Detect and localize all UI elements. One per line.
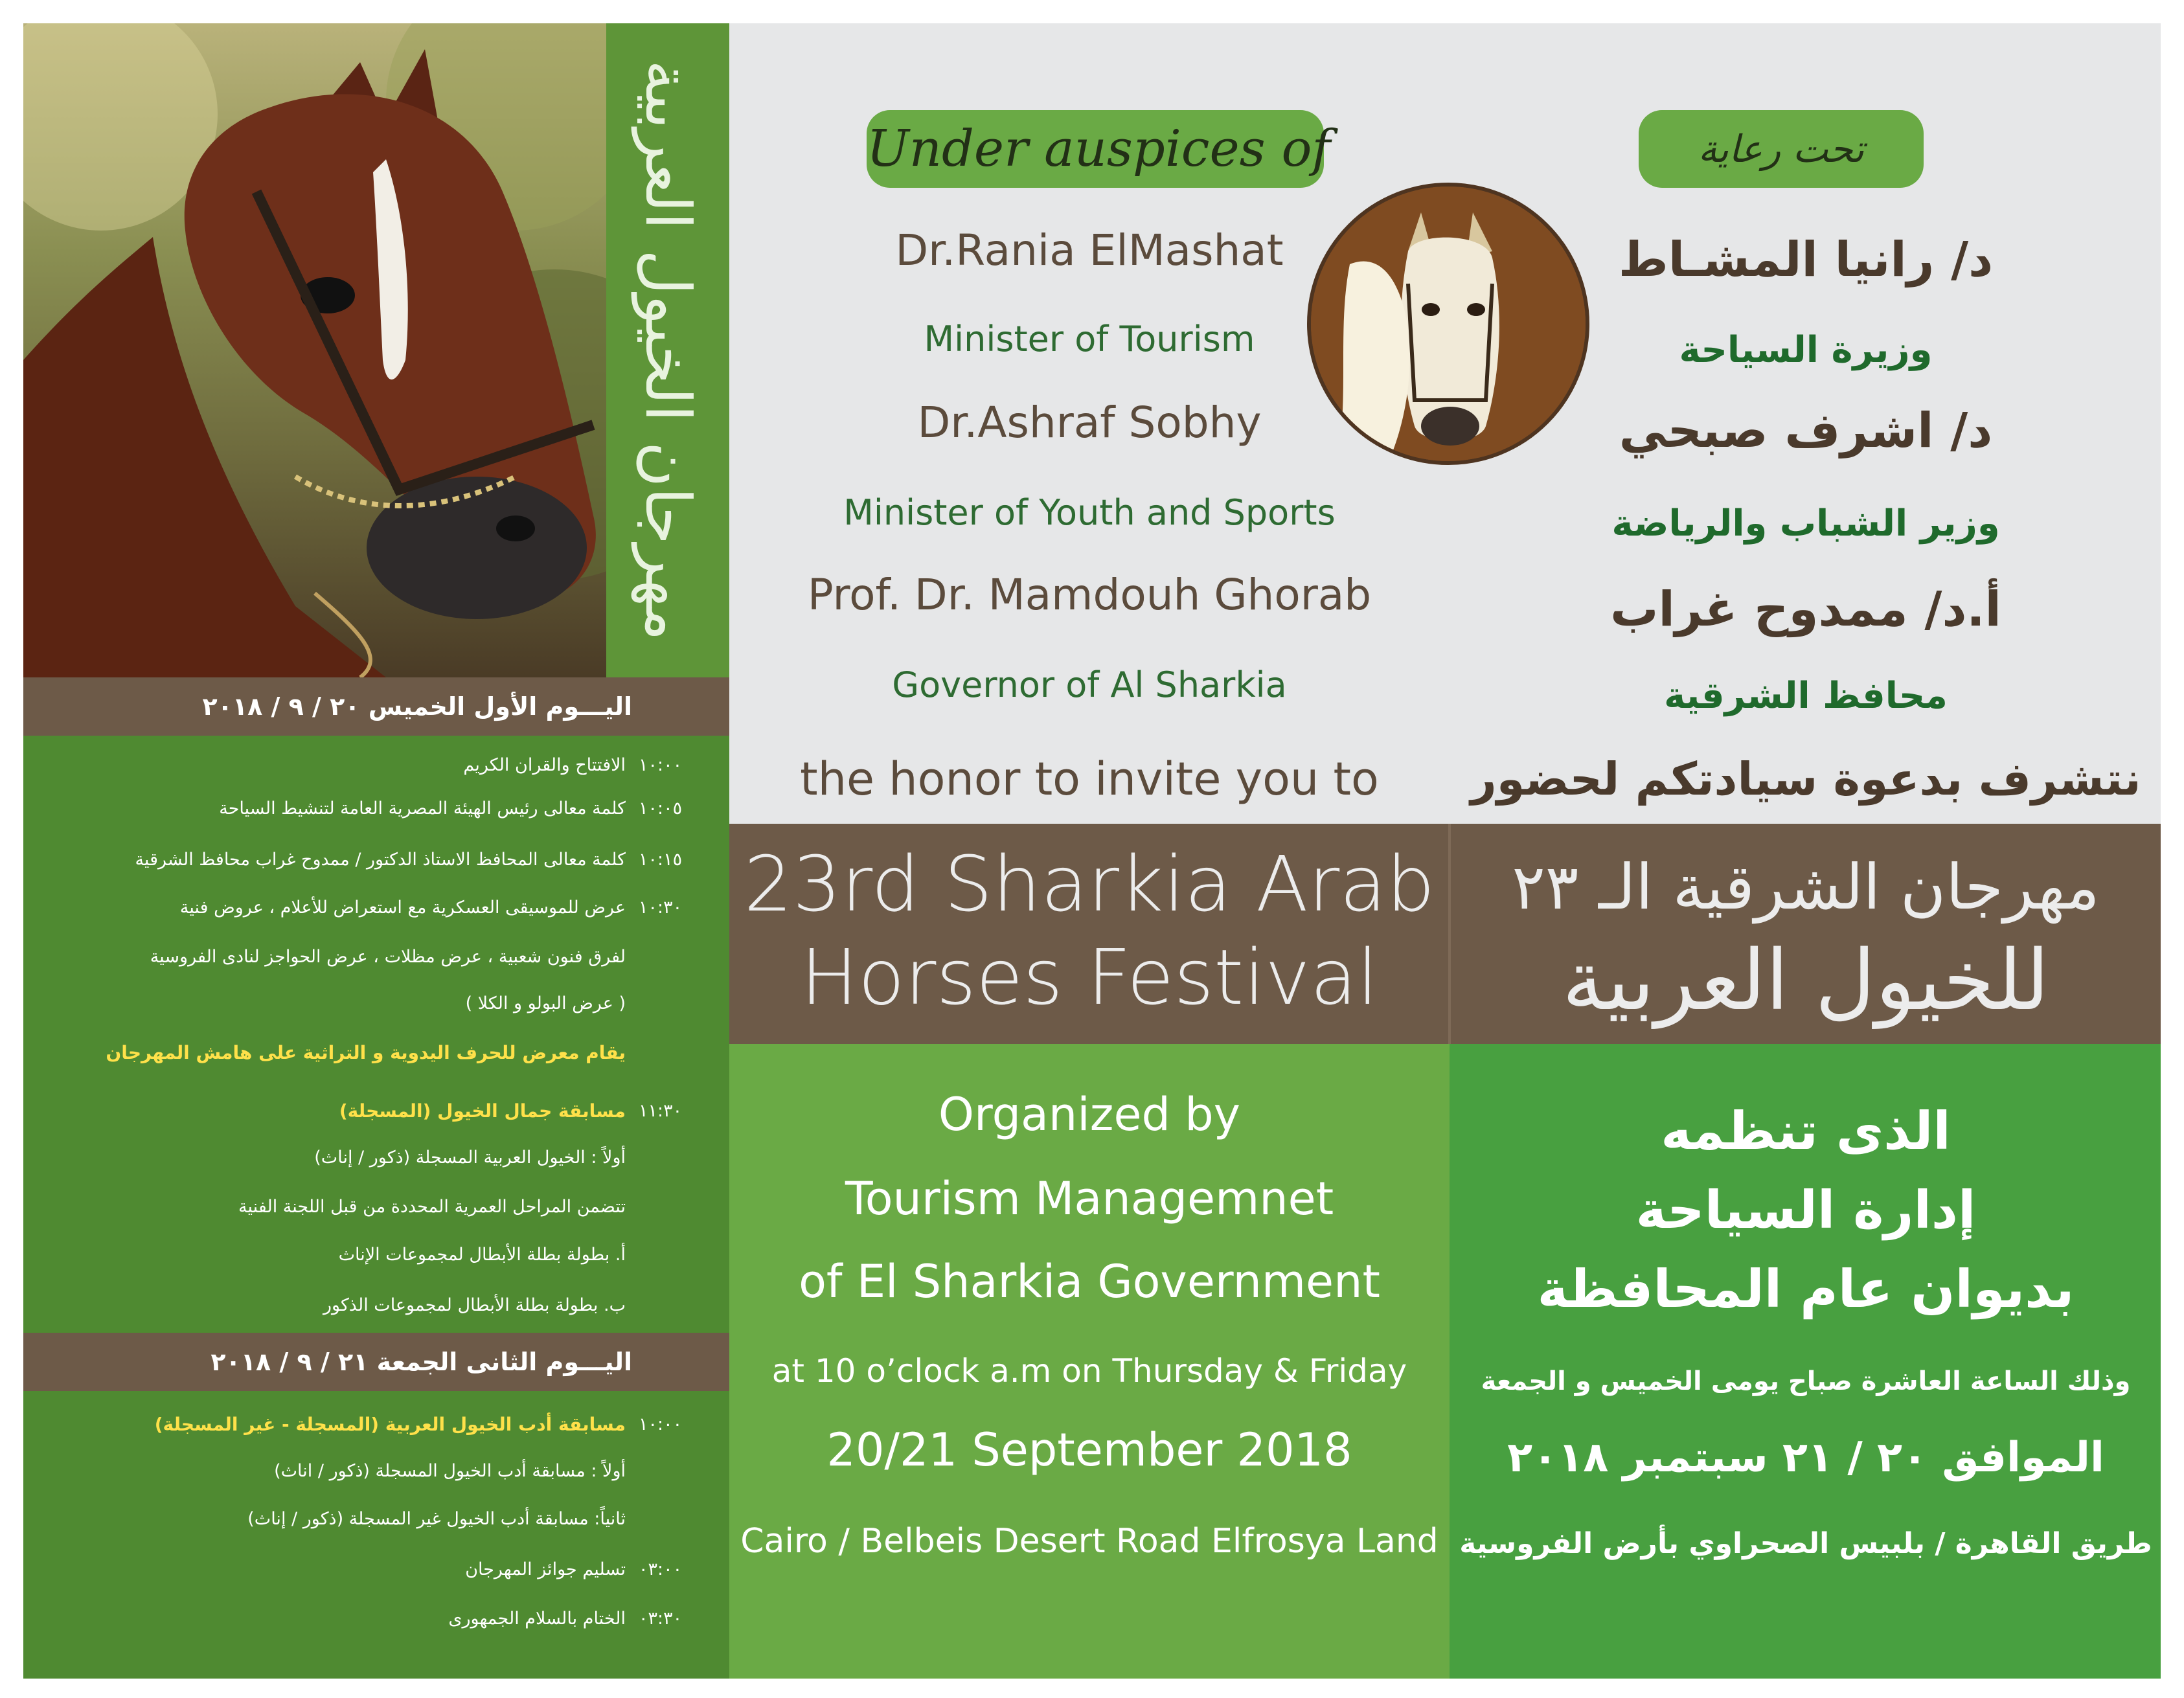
day2-header: اليـــوم الثانى الجمعة ٢١ / ٩ / ٢٠١٨ xyxy=(23,1333,729,1391)
patron-name-ar: أ.د/ ممدوح غراب xyxy=(1610,582,2001,637)
schedule-row xyxy=(23,938,729,977)
schedule-item-time: ٠٣:٣٠ xyxy=(639,1609,683,1629)
organizer-line-en: Tourism Managemnet xyxy=(845,1172,1334,1225)
under-auspices-pill xyxy=(867,110,1331,188)
organizer-line-en: Organized by xyxy=(938,1088,1241,1141)
schedule-item-time: ١٠:١٥ xyxy=(639,850,683,870)
schedule-item-text: أولاً : الخيول العربية المسجلة (ذكور / إناث) xyxy=(314,1148,626,1168)
schedule-row xyxy=(23,1452,729,1491)
schedule-row xyxy=(23,789,729,828)
event-date-ar: الموافق ٢٠ / ٢١ سبتمبر ٢٠١٨ xyxy=(1507,1434,2104,1482)
festival-title-en-line1: 23rd Sharkia Arab xyxy=(744,839,1435,929)
patron-role-ar: محافظ الشرقية xyxy=(1664,675,1948,717)
patron-role-ar: وزيرة السياحة xyxy=(1679,329,1933,371)
patron-name-en: Prof. Dr. Mamdouh Ghorab xyxy=(807,570,1372,620)
under-auspices-label-arabic: تحت رعاية xyxy=(1698,127,1865,171)
schedule-row xyxy=(23,889,729,927)
event-date-en: 20/21 September 2018 xyxy=(826,1423,1352,1477)
vertical-festival-title: مهرجان الخيول العربية xyxy=(631,60,704,641)
schedule-item-time: ١٠:٠٥ xyxy=(639,798,683,819)
schedule-row xyxy=(23,1550,729,1589)
schedule-item-text: يقام معرض للحرف اليدوية و التراثية على هامش المهرجان xyxy=(106,1042,626,1063)
patron-role-en: Governor of Al Sharkia xyxy=(892,664,1287,705)
schedule-item-text: عرض للموسيقى العسكرية مع استعراض للأعلام ، عروض فنية xyxy=(179,898,626,918)
festival-title-ar-line1: مهرجان الشرقية الـ ٢٣ xyxy=(1512,851,2100,923)
schedule-row xyxy=(23,1092,729,1131)
patron-name-ar: د/ رانيا المشـاط xyxy=(1618,232,1994,288)
schedule-item-text: أولاً : مسابقة أدب الخيول المسجلة (ذكور / اناث) xyxy=(274,1461,626,1481)
under-auspices-pill-arabic xyxy=(1639,110,1924,188)
schedule-item-text: الافتتاح والقران الكريم xyxy=(463,755,626,775)
schedule-item-time: ١٠:٣٠ xyxy=(639,898,683,918)
schedule-row xyxy=(23,1600,729,1638)
schedule-item-text: ثانياً: مسابقة أدب الخيول غير المسجلة (ذكور / إناث) xyxy=(247,1509,626,1529)
schedule-item-text: مسابقة أدب الخيول العربية (المسجلة - غير المسجلة) xyxy=(154,1414,626,1435)
organizer-line-ar: بديوان عام المحافظة xyxy=(1537,1259,2075,1319)
schedule-row xyxy=(23,1405,729,1444)
event-time-ar: وذلك الساعة العاشرة صباح يومى الخميس و الجمعة xyxy=(1481,1366,2131,1396)
day1-header: اليـــوم الأول الخميس ٢٠ / ٩ / ٢٠١٨ xyxy=(23,677,729,736)
schedule-item-text: أ. بطولة بطلة الأبطال لمجموعات الإناث xyxy=(338,1245,626,1265)
schedule-row xyxy=(23,1034,729,1072)
schedule-item-time: ١٠:٠٠ xyxy=(639,1414,683,1434)
schedule-row xyxy=(23,1138,729,1177)
organizer-line-en: of El Sharkia Government xyxy=(799,1255,1380,1308)
schedule-row xyxy=(23,1286,729,1325)
festival-title-ar-line2: للخيول العربية xyxy=(1562,933,2050,1029)
schedule-item-text: الختام بالسلام الجمهورى xyxy=(448,1609,626,1629)
invitation-line-ar: نتشرف بدعوة سيادتكم لحضور xyxy=(1470,753,2141,806)
schedule-item-text: مسابقة جمال الخيول (المسجلة) xyxy=(339,1100,626,1122)
schedule-item-time: ٠٣:٠٠ xyxy=(639,1559,683,1579)
patron-name-en: Dr.Ashraf Sobhy xyxy=(917,398,1262,447)
under-auspices-label: Under auspices of xyxy=(867,120,1331,178)
patron-name-en: Dr.Rania ElMashat xyxy=(895,225,1284,275)
patron-role-ar: وزير الشباب والرياضة xyxy=(1611,503,2000,545)
white-horse-medallion xyxy=(1307,183,1589,465)
schedule-item-text: كلمة معالى رئيس الهيئة المصرية العامة لتنشيط السياحة xyxy=(219,798,626,819)
schedule-row xyxy=(23,1236,729,1274)
invitation-line-en: the honor to invite you to xyxy=(800,753,1379,806)
schedule-row xyxy=(23,746,729,785)
schedule-item-text: لفرق فنون شعبية ، عرض مظلات ، عرض الحواجز لنادى الفروسية xyxy=(150,947,626,967)
schedule-row xyxy=(23,841,729,879)
patron-name-ar: د/ اشرف صبحي xyxy=(1619,403,1993,458)
schedule-row xyxy=(23,1188,729,1227)
schedule-item-time: ١٠:٠٠ xyxy=(639,755,683,775)
schedule-item-text: ( عرض البولو و الكلا ) xyxy=(465,993,626,1013)
patron-role-en: Minister of Youth and Sports xyxy=(843,492,1336,533)
schedule-item-time: ١١:٣٠ xyxy=(639,1101,683,1121)
schedule-item-text: كلمة معالى المحافظ الاستاذ الدكتور / ممدوح غراب محافظ الشرقية xyxy=(135,850,626,870)
schedule-item-text: ب. بطولة بطلة الأبطال لمجموعات الذكور xyxy=(323,1295,626,1315)
white-horse-illustration xyxy=(1311,187,1586,461)
schedule-row xyxy=(23,1500,729,1539)
organizer-line-ar: الذى تنظمه xyxy=(1661,1101,1951,1161)
schedule-item-text: تتضمن المراحل العمرية المحددة من قبل اللجنة الفنية xyxy=(238,1197,626,1217)
schedule-row xyxy=(23,984,729,1023)
event-time-en: at 10 o’clock a.m on Thursday & Friday xyxy=(771,1352,1407,1390)
schedule-item-text: تسليم جوائز المهرجان xyxy=(465,1559,626,1579)
patron-role-en: Minister of Tourism xyxy=(924,319,1255,359)
event-location-en: Cairo / Belbeis Desert Road Elfrosya Land xyxy=(740,1522,1439,1561)
event-location-ar: طريق القاهرة / بلبيس الصحراوي بأرض الفروسية xyxy=(1459,1527,2152,1560)
organizer-line-ar: إدارة السياحة xyxy=(1635,1180,1976,1240)
festival-title-en-line2: Horses Festival xyxy=(801,933,1378,1022)
